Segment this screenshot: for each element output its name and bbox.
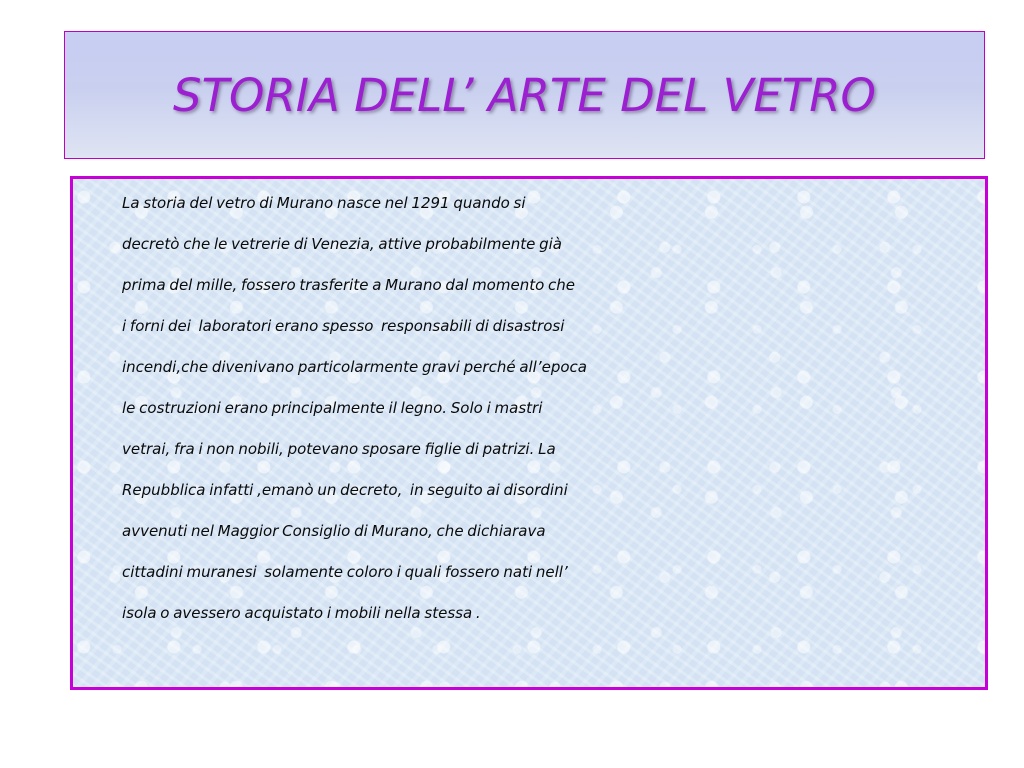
body-paragraph xyxy=(122,183,984,634)
body-line: Repubblica infatti ,emanò un decreto, in seguito ai disordini xyxy=(122,481,568,499)
body-line: prima del mille, fossero trasferite a Murano dal momento che xyxy=(122,276,576,294)
body-line: La storia del vetro di Murano nasce nel 1291 quando si xyxy=(122,194,526,212)
body-line: avvenuti nel Maggior Consiglio di Murano, che dichiarava xyxy=(122,522,546,540)
body-line: incendi,che divenivano particolarmente gravi perché all’epoca xyxy=(122,358,587,376)
slide-title: STORIA DELL’ ARTE DEL VETRO xyxy=(173,68,876,122)
body-line: isola o avessero acquistato i mobili nella stessa . xyxy=(122,604,481,622)
content-box xyxy=(70,176,988,690)
body-line: decretò che le vetrerie di Venezia, attive probabilmente già xyxy=(122,235,562,253)
body-line: cittadini muranesi solamente coloro i quali fossero nati nell’ xyxy=(122,563,568,581)
body-line: vetrai, fra i non nobili, potevano sposare figlie di patrizi. La xyxy=(122,440,556,458)
body-line: le costruzioni erano principalmente il legno. Solo i mastri xyxy=(122,399,543,417)
title-box xyxy=(64,31,985,159)
body-line: i forni dei laboratori erano spesso responsabili di disastrosi xyxy=(122,317,565,335)
